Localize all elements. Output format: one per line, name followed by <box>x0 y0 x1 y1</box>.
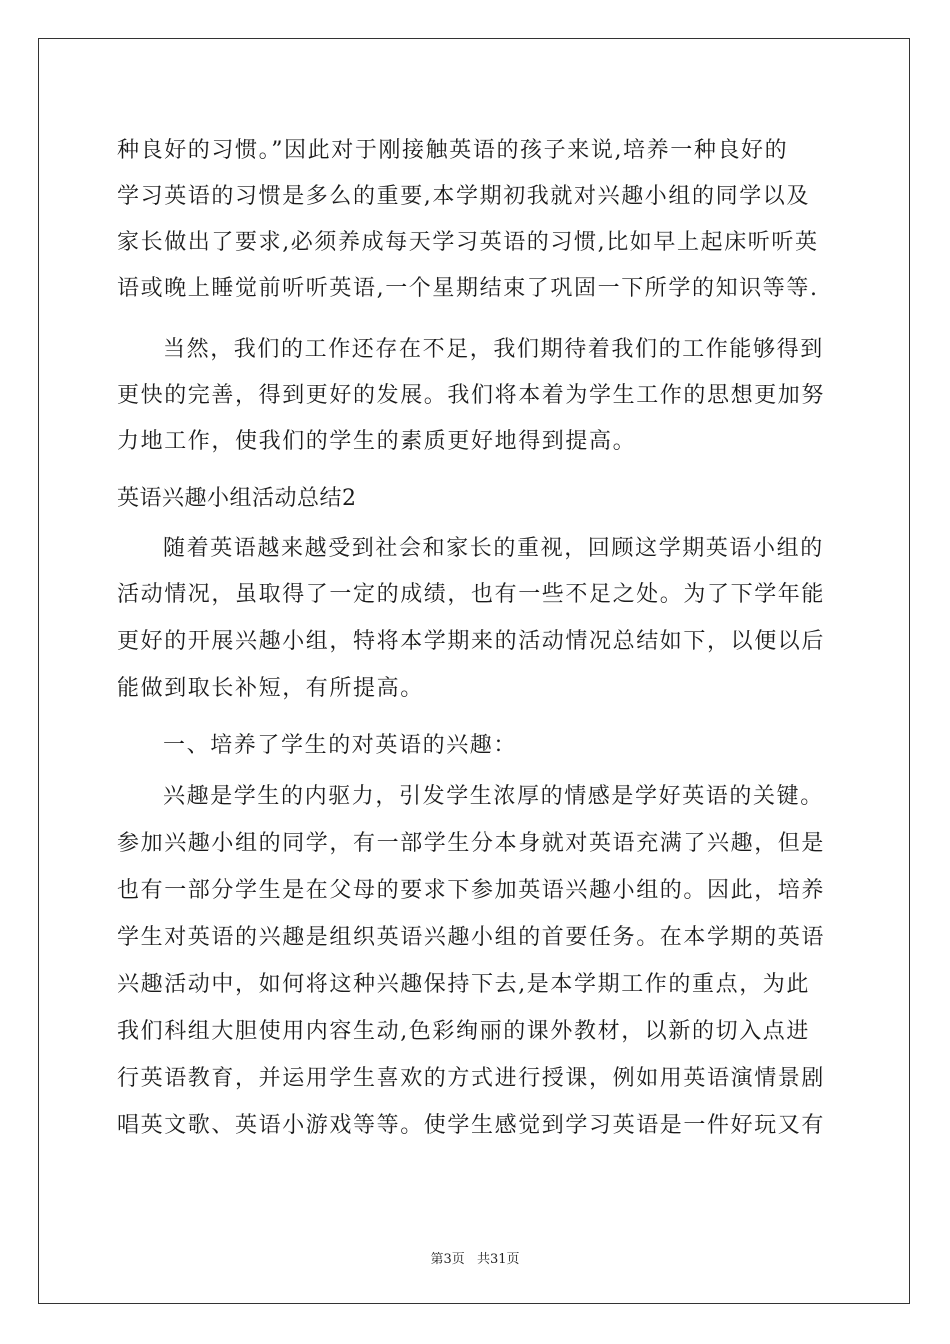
text-line: 更好的开展兴趣小组，特将本学期来的活动情况总结如下，以便以后 <box>117 629 826 654</box>
text-line: 当然，我们的工作还存在不足，我们期待着我们的工作能够得到 <box>163 337 824 362</box>
text-line: 能做到取长补短，有所提高。 <box>117 676 424 701</box>
text-line: 种良好的习惯。”因此对于刚接触英语的孩子来说,培养一种良好的 <box>117 138 789 163</box>
text-line: 行英语教育，并运用学生喜欢的方式进行授课，例如用英语演情景剧 <box>117 1066 826 1091</box>
text-line: 兴趣活动中，如何将这种兴趣保持下去,是本学期工作的重点，为此 <box>117 972 810 997</box>
text-line: 活动情况，虽取得了一定的成绩，也有一些不足之处。为了下学年能 <box>117 582 826 607</box>
text-line: 力地工作，使我们的学生的素质更好地得到提高。 <box>117 429 637 454</box>
text-line: 随着英语越来越受到社会和家长的重视，回顾这学期英语小组的 <box>163 536 824 561</box>
text-line: 家长做出了要求,必须养成每天学习英语的习惯,比如早上起床听听英 <box>117 230 819 255</box>
page-footer <box>0 1248 950 1267</box>
section-heading: 英语兴趣小组活动总结2 <box>117 486 357 511</box>
text-line: 参加兴趣小组的同学，有一部学生分本身就对英语充满了兴趣，但是 <box>117 831 826 856</box>
text-line: 语或晚上睡觉前听听英语,一个星期结束了巩固一下所学的知识等等. <box>117 276 819 301</box>
text-line: 也有一部分学生是在父母的要求下参加英语兴趣小组的。因此，培养 <box>117 878 826 903</box>
text-line: 兴趣是学生的内驱力，引发学生浓厚的情感是学好英语的关键。 <box>163 784 824 809</box>
page-number: 第3页 <box>430 1252 465 1267</box>
text-line: 我们科组大胆使用内容生动,色彩绚丽的课外教材，以新的切入点进 <box>117 1019 810 1044</box>
subsection-heading: 一、培养了学生的对英语的兴趣： <box>163 733 518 758</box>
page-total: 共31页 <box>476 1252 520 1267</box>
text-line: 唱英文歌、英语小游戏等等。使学生感觉到学习英语是一件好玩又有 <box>117 1113 826 1138</box>
text-line: 学生对英语的兴趣是组织英语兴趣小组的首要任务。在本学期的英语 <box>117 925 826 950</box>
text-line: 更快的完善，得到更好的发展。我们将本着为学生工作的思想更加努 <box>117 383 826 408</box>
text-line: 学习英语的习惯是多么的重要,本学期初我就对兴趣小组的同学以及 <box>117 184 810 209</box>
